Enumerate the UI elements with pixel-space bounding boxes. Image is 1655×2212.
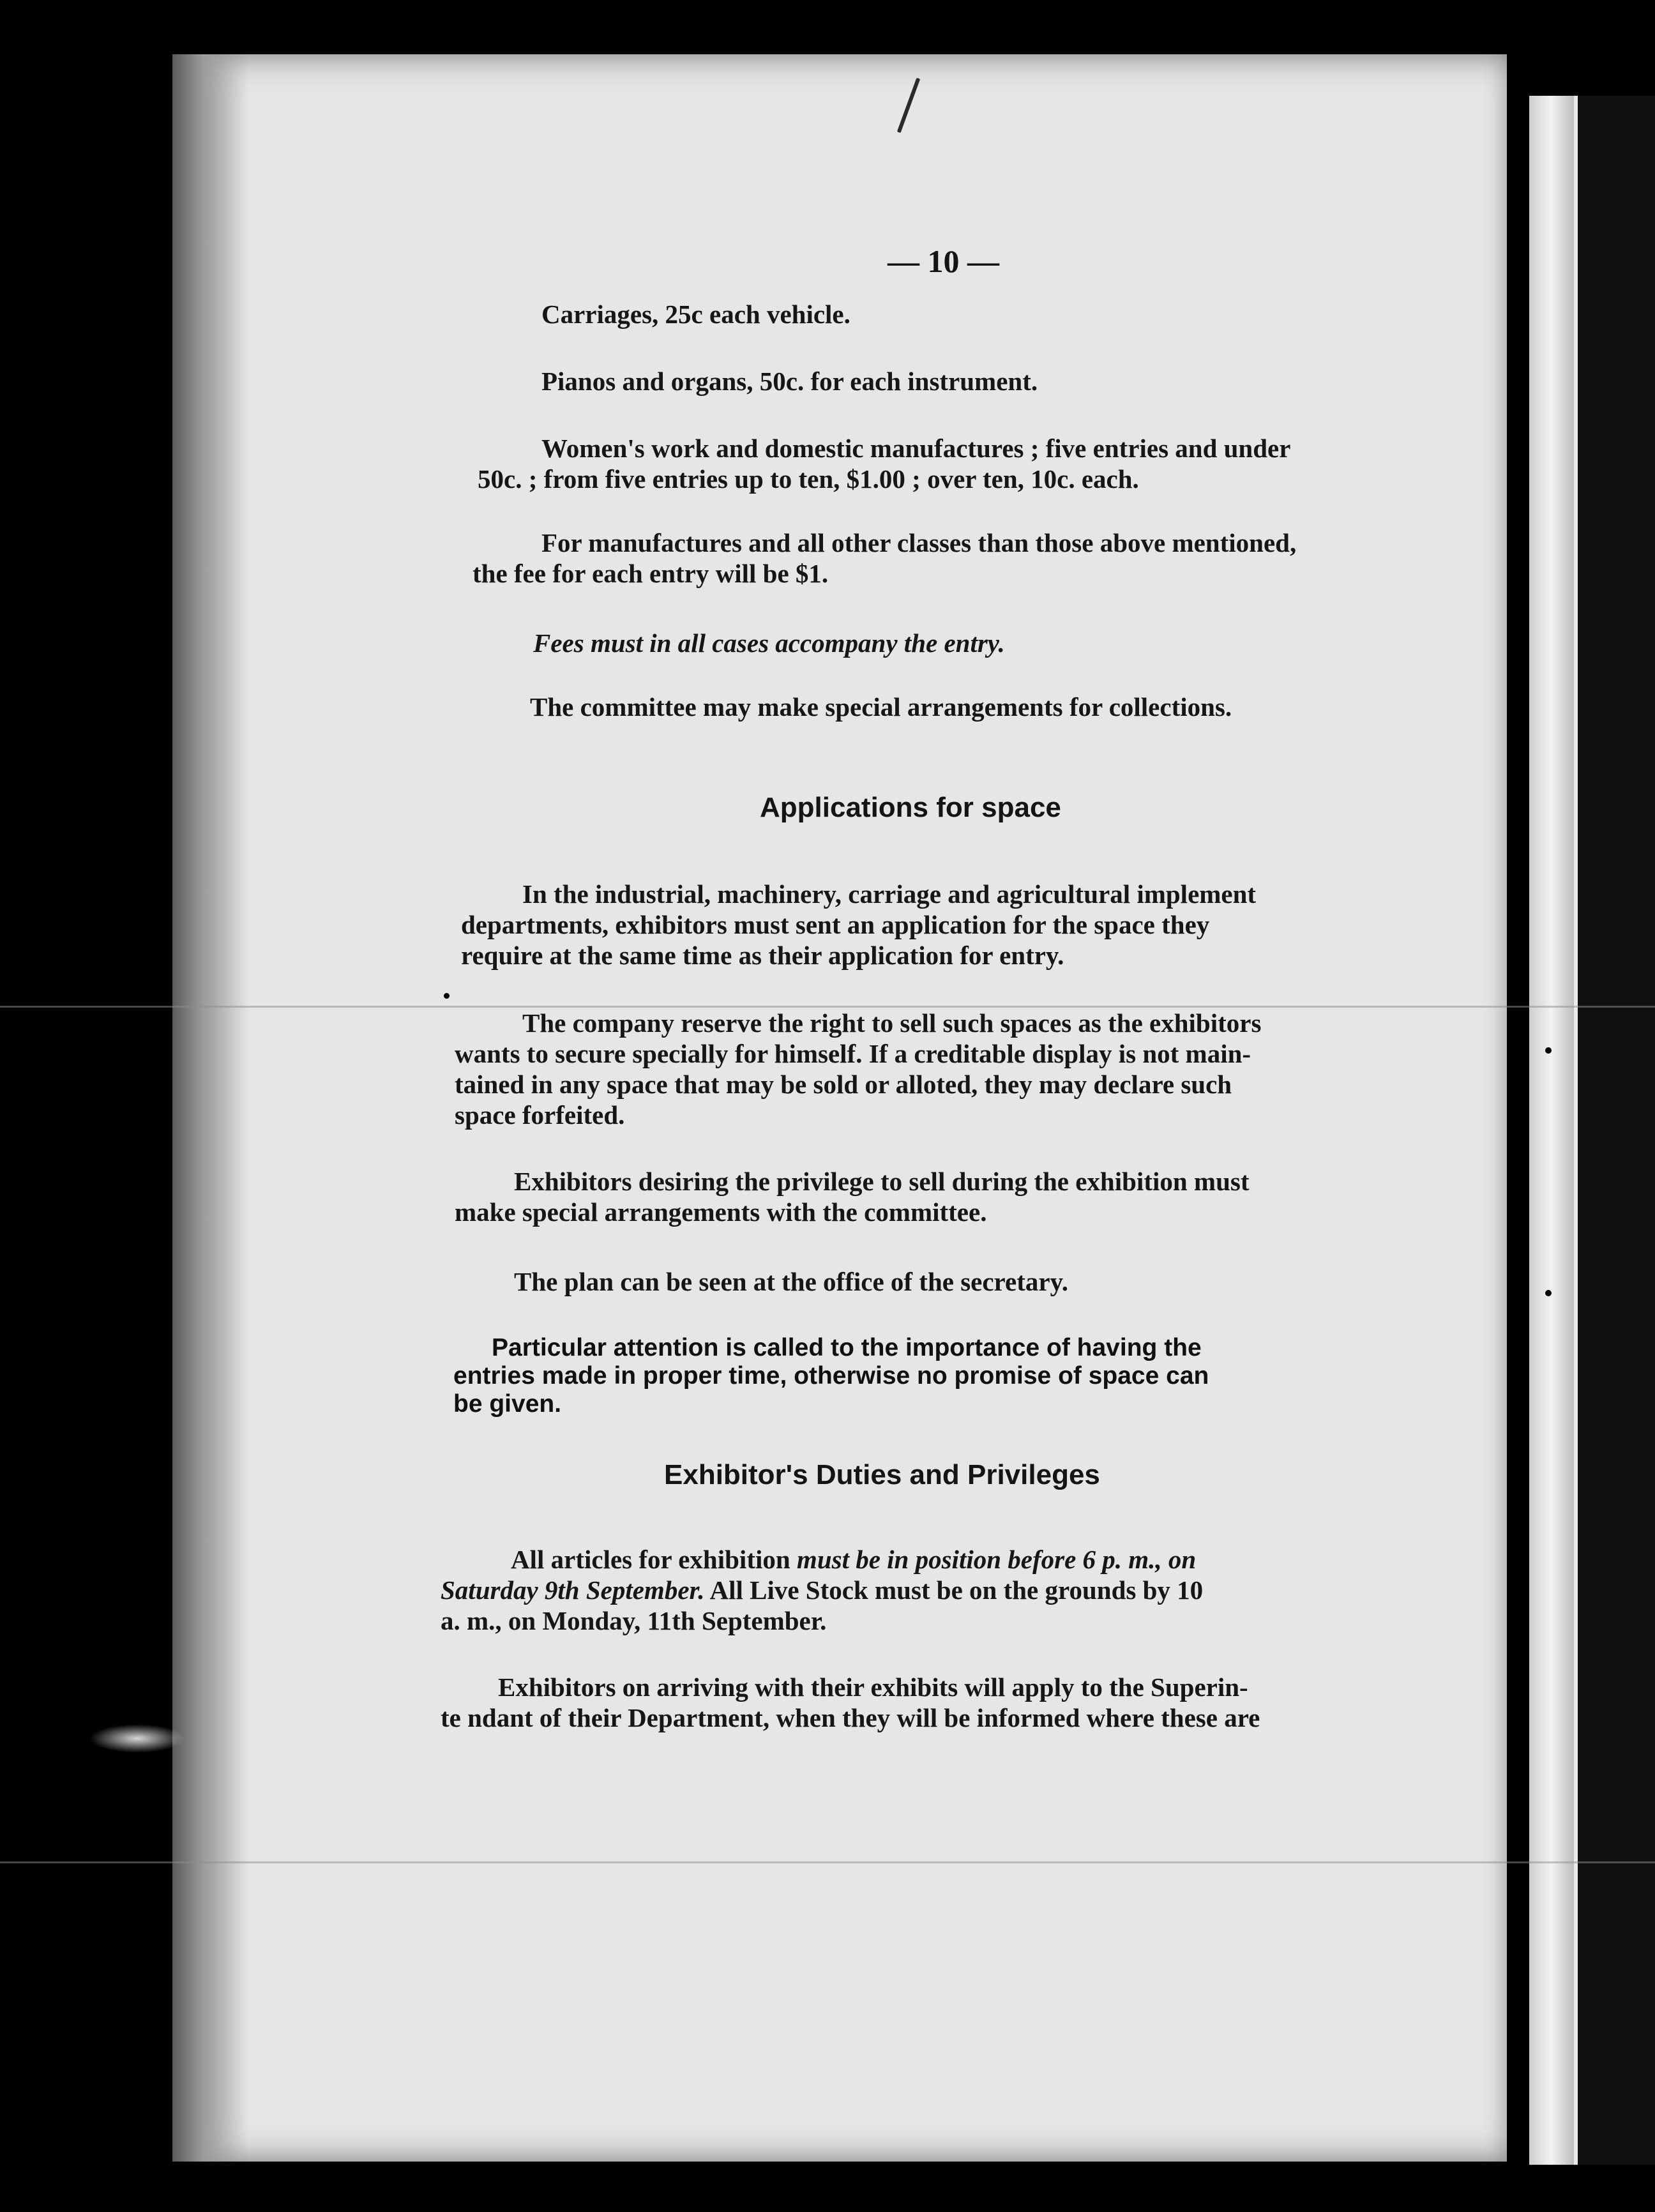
scan-speck bbox=[1545, 1047, 1552, 1054]
applications-p2-line4: space forfeited. bbox=[455, 1100, 625, 1130]
duties-p1-line2-b: All Live Stock must be on the grounds by 10 bbox=[704, 1575, 1204, 1605]
notice-line3: be given. bbox=[453, 1390, 562, 1418]
fee-womens-line2: 50c. ; from five entries up to ten, $1.00 ; over ten, 10c. each. bbox=[478, 464, 1139, 494]
applications-p1-line1: In the industrial, machinery, carriage and agricultural implement bbox=[522, 879, 1257, 909]
scan-speck bbox=[444, 993, 450, 999]
applications-p1-line3: require at the same time as their application for entry. bbox=[461, 941, 1064, 970]
duties-p1-line1 bbox=[511, 1545, 1196, 1574]
book-spine bbox=[1529, 96, 1574, 2165]
fee-manufactures-line2: the fee for each entry will be $1. bbox=[472, 559, 829, 588]
applications-heading: Applications for space bbox=[760, 792, 1061, 823]
fee-carriages: Carriages, 25c each vehicle. bbox=[541, 299, 850, 329]
page-shadow bbox=[172, 54, 249, 2162]
notice-line2: entries made in proper time, otherwise no promise of space can bbox=[453, 1362, 1209, 1390]
duties-p1-line2-a: Saturday 9th September. bbox=[441, 1575, 705, 1605]
committee-note: The committee may make special arrangements for collections. bbox=[530, 692, 1232, 722]
applications-p2-line1: The company reserve the right to sell such spaces as the exhibitors bbox=[522, 1008, 1262, 1038]
duties-p1-line1-b: must be in position before 6 p. m., on bbox=[796, 1545, 1197, 1574]
scan-smudge bbox=[89, 1724, 185, 1753]
duties-p2-line2: te ndant of their Department, when they will be informed where these are bbox=[441, 1703, 1260, 1732]
applications-p2-line3: tained in any space that may be sold or alloted, they may declare such bbox=[455, 1070, 1232, 1099]
duties-p1-line3: a. m., on Monday, 11th September. bbox=[441, 1606, 827, 1635]
applications-p1-line2: departments, exhibitors must sent an application for the space they bbox=[461, 910, 1210, 939]
notice-line1: Particular attention is called to the importance of having the bbox=[492, 1334, 1202, 1361]
scan-speck bbox=[1545, 1290, 1552, 1296]
scan-line bbox=[0, 1861, 1655, 1863]
fee-womens-line1: Women's work and domestic manufactures ; five entries and under bbox=[541, 434, 1291, 463]
fee-pianos: Pianos and organs, 50c. for each instrument. bbox=[541, 367, 1038, 396]
applications-p4: The plan can be seen at the office of the secretary. bbox=[514, 1267, 1069, 1296]
facing-page-edge bbox=[1574, 96, 1655, 2165]
applications-p2-line2: wants to secure specially for himself. If a creditable display is not main- bbox=[455, 1039, 1251, 1068]
applications-p3-line1: Exhibitors desiring the privilege to sell during the exhibition must bbox=[514, 1167, 1250, 1196]
page-edge-rule bbox=[1574, 96, 1578, 2165]
scan-line bbox=[0, 1006, 1655, 1008]
fee-manufactures-line1: For manufactures and all other classes than those above mentioned, bbox=[541, 528, 1297, 557]
duties-p1-line2 bbox=[441, 1576, 1203, 1605]
duties-heading: Exhibitor's Duties and Privileges bbox=[664, 1459, 1100, 1490]
duties-p2-line1: Exhibitors on arriving with their exhibits will apply to the Superin- bbox=[498, 1672, 1248, 1702]
fees-note: Fees must in all cases accompany the entry. bbox=[533, 628, 1005, 658]
applications-p3-line2: make special arrangements with the committee. bbox=[455, 1197, 987, 1227]
duties-p1-line1-a: All articles for exhibition bbox=[511, 1545, 797, 1574]
page-number: — 10 — bbox=[888, 243, 999, 279]
